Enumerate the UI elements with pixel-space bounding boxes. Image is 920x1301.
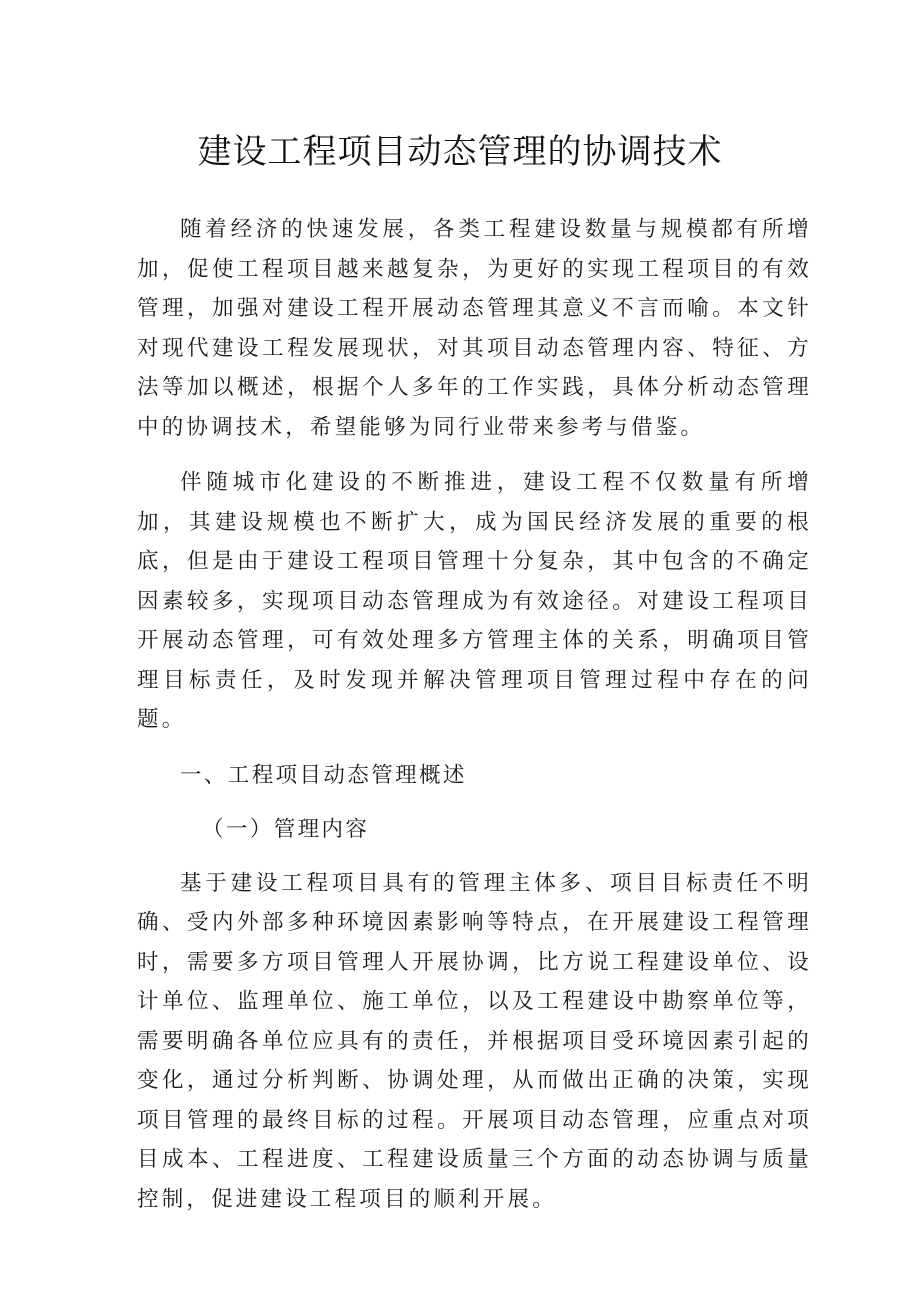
document-title: 建设工程项目动态管理的协调技术 [197, 132, 723, 172]
subsection-heading: （一）管理内容 [202, 816, 370, 842]
management-content-paragraph: 基于建设工程项目具有的管理主体多、项目目标责任不明确、受内外部多种环境因素影响等特点，在开展建设工程管理时，需要多方项目管理人开展协调，比方说工程建设单位、设计单位、监理单位、施工单位，以及工程建设中勘察单位等，需要明确各单位应具有的责任，并根据项目受环境因素引起的变化，通过分析判断、协调处理，从而做出正确的决策，实现项目管理的最终目标的过程。开展项目动态管理，应重点对项目成本、工程进度、工程建设质量三个方面的动态协调与质量控制，促进建设工程项目的顺利开展。 [137, 870, 812, 1212]
background-paragraph: 伴随城市化建设的不断推进，建设工程不仅数量有所增加，其建设规模也不断扩大，成为国民经济发展的重要的根底，但是由于建设工程项目管理十分复杂，其中包含的不确定因素较多，实现项目动态管理成为有效途径。对建设工程项目开展动态管理，可有效处理多方管理主体的关系，明确项目管理目标责任，及时发现并解决管理项目管理过程中存在的问题。 [137, 470, 812, 732]
section-heading: 一、工程项目动态管理概述 [180, 762, 467, 788]
intro-paragraph: 随着经济的快速发展，各类工程建设数量与规模都有所增加，促使工程项目越来越复杂，为更好的实现工程项目的有效管理，加强对建设工程开展动态管理其意义不言而喻。本文针对现代建设工程发展现状，对其项目动态管理内容、特征、方法等加以概述，根据个人多年的工作实践，具体分析动态管理中的协调技术，希望能够为同行业带来参考与借鉴。 [137, 217, 812, 440]
